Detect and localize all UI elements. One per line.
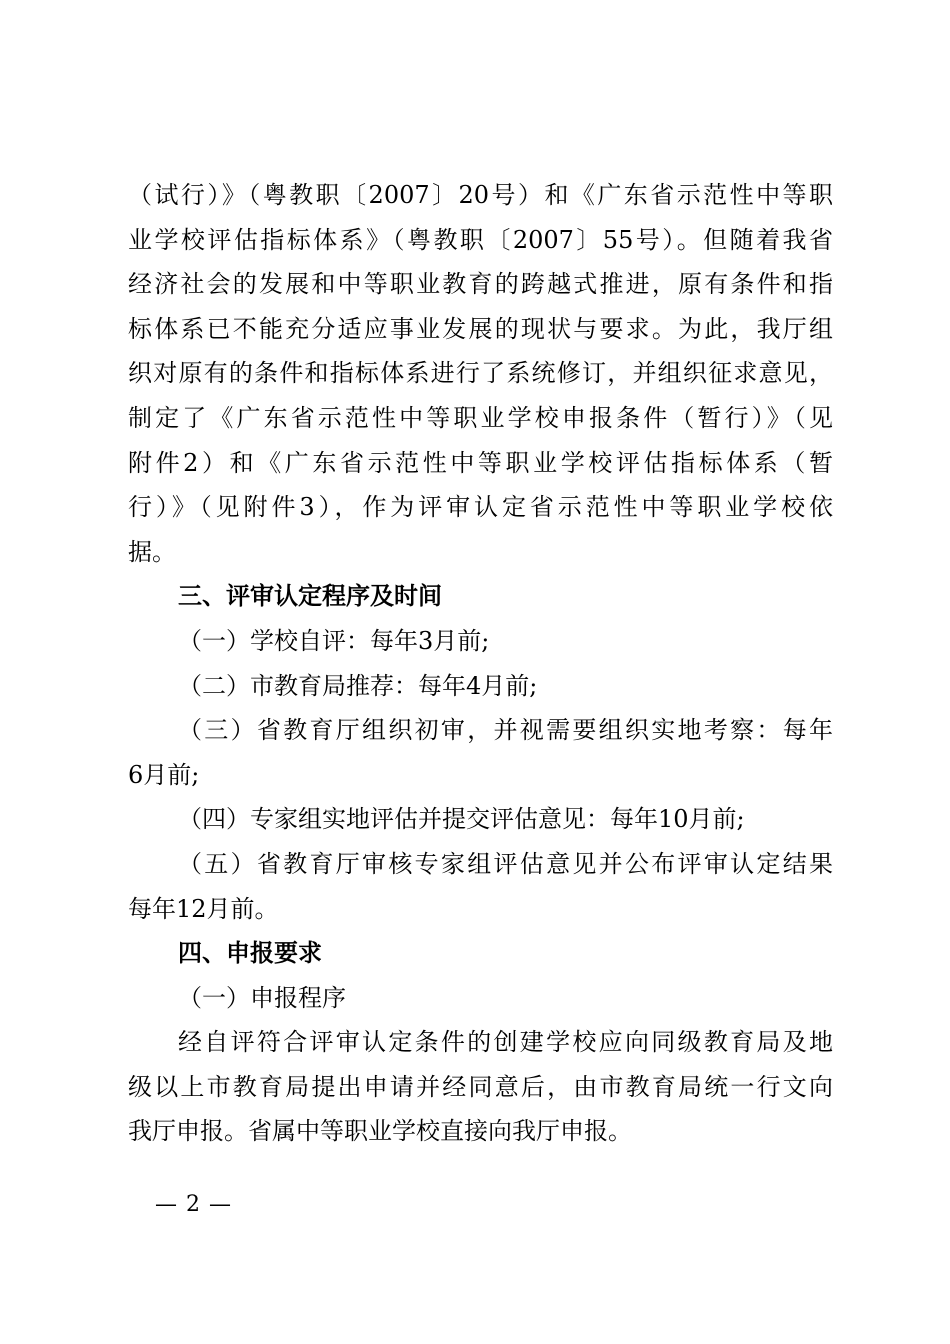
paragraph-line: 我厅申报。省属中等职业学校直接向我厅申报。 (128, 1117, 632, 1146)
sub-heading-application-procedure: （一）申报程序 (178, 983, 346, 1012)
paragraph-line: 经济社会的发展和中等职业教育的跨越式推进，原有条件和指 (128, 270, 833, 299)
paragraph-line: 行）》（见附件3），作为评审认定省示范性中等职业学校依 (128, 493, 833, 522)
step-item-2: （二）市教育局推荐：每年4月前; (178, 671, 538, 700)
step-item-4: （四）专家组实地评估并提交评估意见：每年10月前; (178, 805, 745, 834)
step-item-3-continued: 6月前; (128, 760, 200, 789)
paragraph-line: 标体系已不能充分适应事业发展的现状与要求。为此，我厅组 (128, 314, 833, 343)
paragraph-line: 附件2）和《广东省示范性中等职业学校评估指标体系（暂 (128, 448, 833, 477)
page-number: — 2 — (155, 1192, 232, 1217)
step-item-1: （一）学校自评：每年3月前; (178, 626, 490, 655)
paragraph-line: 经自评符合评审认定条件的创建学校应向同级教育局及地 (178, 1028, 833, 1057)
paragraph-line: 业学校评估指标体系》（粤教职〔2007〕55号）。但随着我省 (128, 225, 833, 254)
paragraph-line: （试行）》（粤教职〔2007〕20号）和《广东省示范性中等职 (128, 181, 833, 209)
document-body (128, 173, 833, 1154)
step-item-5-continued: 每年12月前。 (128, 894, 279, 923)
step-item-3: （三）省教育厅组织初审，并视需要组织实地考察：每年 (178, 716, 833, 745)
paragraph-line: 制定了《广东省示范性中等职业学校申报条件（暂行）》（见 (128, 403, 833, 432)
step-item-5: （五）省教育厅审核专家组评估意见并公布评审认定结果 (178, 849, 833, 878)
paragraph-line: 据。 (128, 537, 176, 566)
section-heading-3: 三、评审认定程序及时间 (178, 582, 442, 611)
paragraph-line: 织对原有的条件和指标体系进行了系统修订，并组织征求意见， (128, 359, 833, 388)
paragraph-line: 级以上市教育局提出申请并经同意后，由市教育局统一行文向 (128, 1072, 833, 1101)
section-heading-4: 四、申报要求 (178, 939, 322, 968)
